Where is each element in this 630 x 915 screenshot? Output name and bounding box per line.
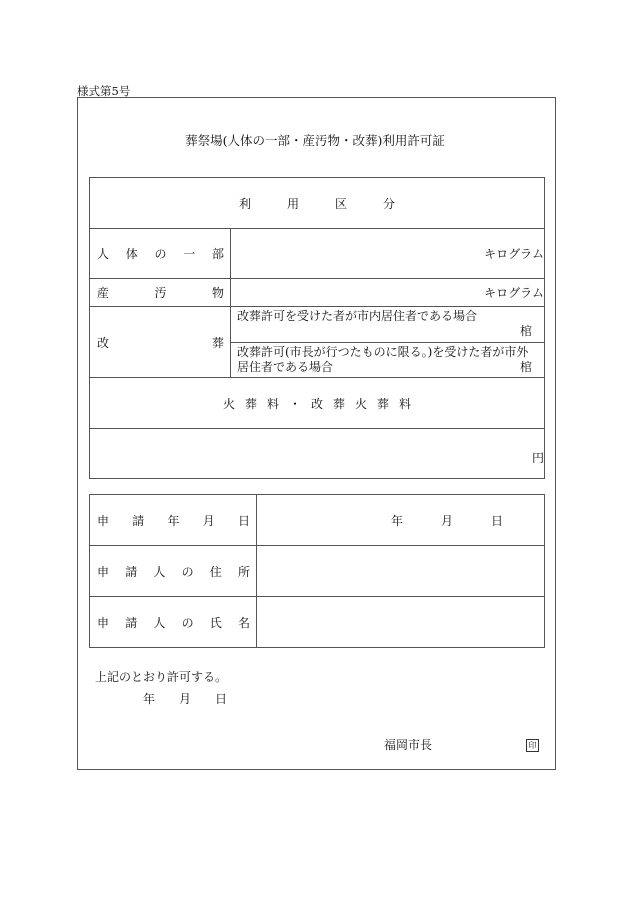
kilogram-unit: キログラム xyxy=(484,247,544,261)
label-char: の xyxy=(154,247,167,261)
applicant-name-label xyxy=(90,597,257,648)
label-char: 月 xyxy=(202,513,215,528)
reburial-resident-text: 改葬許可を受けた者が市内居住者である場合 xyxy=(237,309,478,323)
body-part-value xyxy=(231,229,545,279)
fee-header-char: 火 xyxy=(222,396,235,411)
application-date-label xyxy=(90,495,257,546)
label-char: 申 xyxy=(97,513,110,528)
form-number: 様式第5号 xyxy=(77,84,131,98)
label-char: 改 xyxy=(97,335,110,350)
year-char: 年 xyxy=(143,692,156,706)
applicant-address-value[interactable] xyxy=(257,546,545,597)
fee-header-char: ・ xyxy=(288,396,301,411)
label-char: 氏 xyxy=(209,615,222,630)
month-char: 月 xyxy=(179,692,192,706)
label-char: 申 xyxy=(97,615,110,630)
label-char: 日 xyxy=(237,513,250,528)
day-char: 日 xyxy=(490,513,503,528)
fee-header-char: 火 xyxy=(354,396,367,411)
body-part-label xyxy=(90,229,231,279)
label-char: 一 xyxy=(183,247,196,261)
day-char: 日 xyxy=(215,692,228,706)
fee-header-char: 葬 xyxy=(244,396,257,411)
coffin-unit: 棺 xyxy=(519,324,532,338)
coffin-unit: 棺 xyxy=(519,360,532,374)
label-char: 体 xyxy=(125,247,138,261)
reburial-nonresident-text: 改葬許可(市長が行つたものに限る。)を受けた者が市外 xyxy=(237,345,529,359)
usage-header-char: 用 xyxy=(286,196,299,211)
label-char: 所 xyxy=(237,564,250,579)
permission-statement: 上記のとおり許可する。 xyxy=(95,670,228,684)
label-char: 汚 xyxy=(154,286,167,300)
label-char: 請 xyxy=(132,513,145,528)
fee-value-cell xyxy=(90,429,545,479)
placenta-value xyxy=(231,279,545,307)
label-char: 人 xyxy=(153,615,166,630)
label-char: 葬 xyxy=(211,335,224,350)
reburial-label xyxy=(90,307,231,378)
kilogram-unit: キログラム xyxy=(484,286,544,300)
fee-header-char: 葬 xyxy=(376,396,389,411)
reburial-nonresident-text-2: 居住者である場合 xyxy=(237,360,334,374)
label-char: の xyxy=(181,564,194,579)
issuer-name: 福岡市長 xyxy=(384,738,433,752)
official-seal-mark xyxy=(526,737,539,752)
seal-icon: 印 xyxy=(526,739,539,752)
label-char: 名 xyxy=(237,615,250,630)
placenta-label xyxy=(90,279,231,307)
label-char: 人 xyxy=(153,564,166,579)
label-char: 人 xyxy=(97,247,110,261)
fee-header-char: 料 xyxy=(266,396,279,411)
reburial-resident-cell xyxy=(231,307,545,343)
applicant-name-value[interactable] xyxy=(257,597,545,648)
usage-table xyxy=(89,177,545,479)
form-title: 葬祭場(人体の一部・産汚物・改葬)利用許可証 xyxy=(185,133,445,148)
label-char: 物 xyxy=(211,286,224,300)
label-char: の xyxy=(181,615,194,630)
label-char: 年 xyxy=(167,513,180,528)
permission-date xyxy=(143,690,227,707)
yen-unit: 円 xyxy=(531,451,544,465)
label-char: 請 xyxy=(125,615,138,630)
usage-header-char: 分 xyxy=(382,196,395,211)
label-char: 部 xyxy=(211,247,224,261)
usage-header-char: 利 xyxy=(238,196,251,211)
month-char: 月 xyxy=(440,513,453,528)
fee-header-char: 葬 xyxy=(332,396,345,411)
application-table xyxy=(89,494,545,648)
label-char: 申 xyxy=(97,564,110,579)
label-char: 住 xyxy=(209,564,222,579)
year-char: 年 xyxy=(390,513,403,528)
fee-header-char: 改 xyxy=(310,396,323,411)
label-char: 請 xyxy=(125,564,138,579)
reburial-nonresident-cell xyxy=(231,343,545,378)
applicant-address-label xyxy=(90,546,257,597)
application-date-value xyxy=(257,495,545,546)
fee-header-cell xyxy=(90,378,545,429)
fee-header-char: 料 xyxy=(398,396,411,411)
usage-header-char: 区 xyxy=(334,196,347,211)
label-char: 産 xyxy=(97,286,110,300)
usage-header-cell xyxy=(90,178,545,229)
